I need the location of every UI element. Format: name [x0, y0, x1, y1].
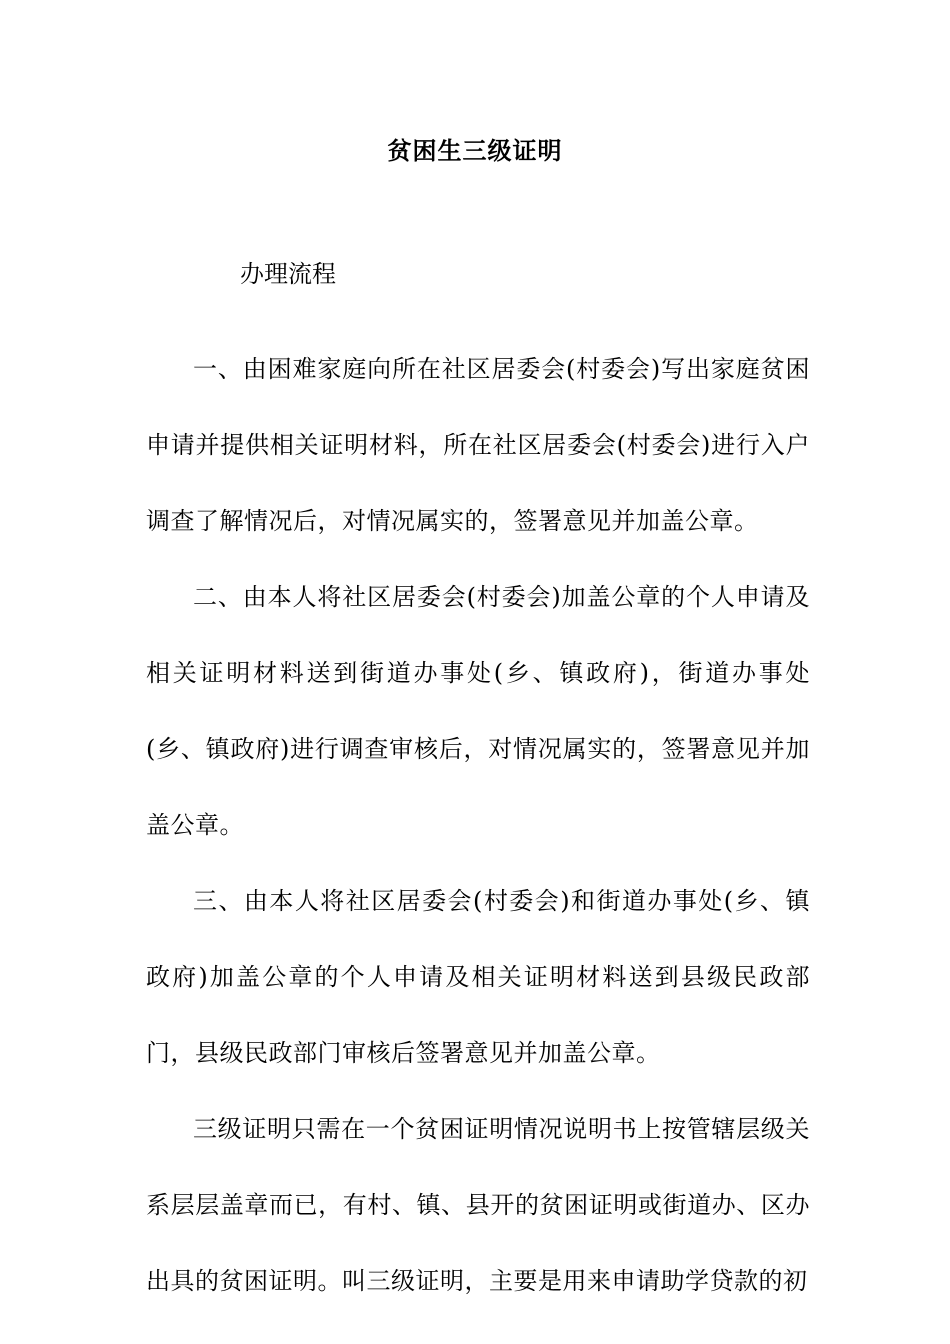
paragraph-step-1: 一、由困难家庭向所在社区居委会(村委会)写出家庭贫困申请并提供相关证明材料，所在社区居委会(村委会)进行入户调查了解情况后，对情况属实的，签署意见并加盖公章。: [146, 355, 810, 535]
paragraph-step-2: 二、由本人将社区居委会(村委会)加盖公章的个人申请及相关证明材料送到街道办事处(乡、镇政府)，街道办事处(乡、镇政府)进行调查审核后，对情况属实的，签署意见并加盖公章。: [146, 583, 810, 839]
paragraph-explanation: 三级证明只需在一个贫困证明情况说明书上按管辖层级关系层层盖章而已，有村、镇、县开的贫困证明或街道办、区办出具的贫困证明。叫三级证明，主要是用来申请助学贷款的初: [146, 1115, 810, 1295]
document-body: [146, 255, 810, 1319]
paragraph-step-3: 三、由本人将社区居委会(村委会)和街道办事处(乡、镇政府)加盖公章的个人申请及相关证明材料送到县级民政部门，县级民政部门审核后签署意见并加盖公章。: [146, 887, 810, 1067]
spacer: [146, 293, 810, 331]
section-subheading: 办理流程: [240, 260, 336, 288]
document-title: 贫困生三级证明: [387, 136, 563, 165]
